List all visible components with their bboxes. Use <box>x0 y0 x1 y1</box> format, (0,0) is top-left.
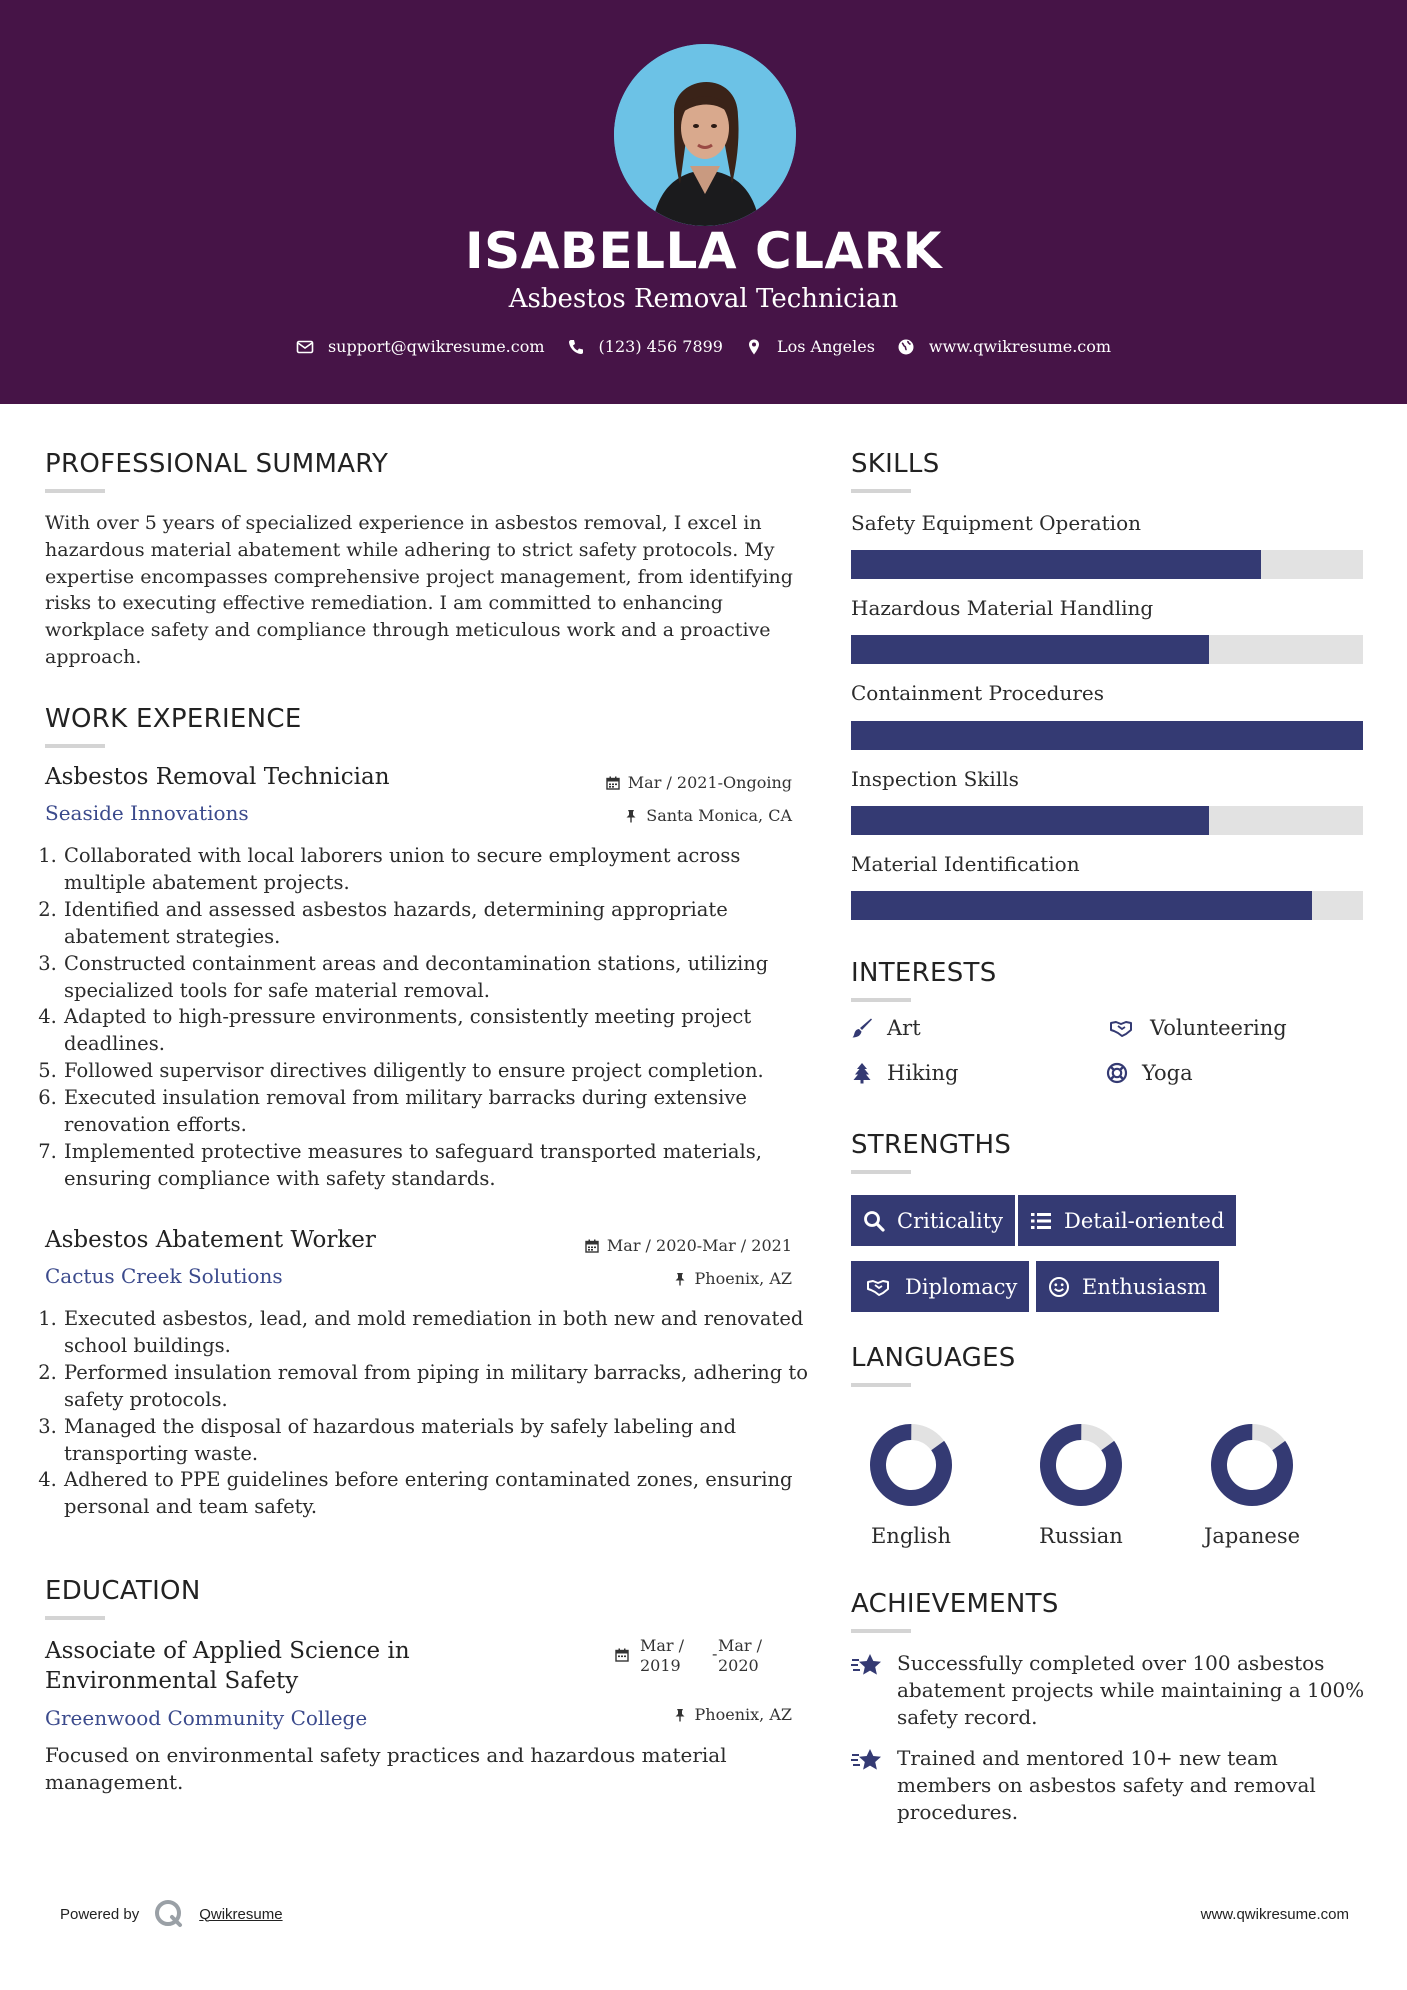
strength-label: Criticality <box>897 1208 1003 1233</box>
skills-heading: SKILLS <box>851 449 940 479</box>
language-donut <box>866 1420 956 1510</box>
language-label: Japanese <box>1203 1524 1301 1548</box>
job-bullets <box>45 843 815 1193</box>
language-donut <box>1036 1420 1126 1510</box>
skill-label: Containment Procedures <box>851 681 1104 705</box>
skill-bar <box>851 550 1363 579</box>
interest-label: Yoga <box>1142 1061 1193 1085</box>
summary-heading: PROFESSIONAL SUMMARY <box>45 449 389 479</box>
list-item: 5. Followed supervisor directives diligently to ensure project completion. <box>63 1058 815 1085</box>
list-icon <box>1030 1210 1052 1232</box>
language-item <box>1016 1420 1146 1548</box>
language-label: Russian <box>1039 1524 1123 1548</box>
strengths-heading: STRENGTHS <box>851 1130 1012 1160</box>
languages-heading-rule <box>851 1383 911 1387</box>
strength-chip <box>851 1261 1029 1312</box>
education-heading-rule <box>45 1616 105 1620</box>
pushpin-icon <box>673 1708 687 1722</box>
education-heading: EDUCATION <box>45 1576 201 1606</box>
interest-label: Hiking <box>887 1061 959 1085</box>
handshake-icon <box>1106 1017 1136 1039</box>
languages-heading: LANGUAGES <box>851 1343 1016 1373</box>
skills-heading-rule <box>851 489 911 493</box>
interest-label: Volunteering <box>1150 1016 1287 1040</box>
list-item: 1. Collaborated with local laborers union to secure employment across multiple abatement projects. <box>63 843 815 897</box>
paintbrush-icon <box>851 1017 873 1039</box>
interest-item <box>851 1061 958 1085</box>
powered-by-text: Powered by <box>60 1905 140 1923</box>
edu-date-dash: - <box>712 1644 718 1663</box>
skill-bar-fill <box>851 635 1209 664</box>
skill-label: Hazardous Material Handling <box>851 596 1154 620</box>
footer-powered-by <box>60 1898 283 1930</box>
edu-start-year: 2019 <box>640 1656 681 1675</box>
footer-website[interactable]: www.qwikresume.com <box>1200 1906 1349 1923</box>
list-item: 6. Executed insulation removal from military barracks during extensive renovation efforts. <box>63 1085 815 1139</box>
star-icon <box>851 1747 883 1775</box>
location-text: Los Angeles <box>776 337 875 356</box>
education-location <box>673 1705 792 1724</box>
job-location <box>673 1269 792 1288</box>
profile-photo <box>614 44 796 226</box>
skill-bar <box>851 635 1363 664</box>
globe-icon <box>897 338 915 356</box>
skill-bar-fill <box>851 806 1209 835</box>
achievements-heading: ACHIEVEMENTS <box>851 1589 1059 1619</box>
list-item: 2. Performed insulation removal from piping in military barracks, adhering to safety protocols. <box>63 1360 815 1414</box>
achievements-heading-rule <box>851 1629 911 1633</box>
summary-heading-rule <box>45 489 105 493</box>
calendar-icon <box>615 1648 629 1662</box>
tree-icon <box>851 1062 873 1084</box>
strength-label: Detail-oriented <box>1064 1208 1225 1233</box>
edu-start-month: Mar / <box>640 1636 685 1655</box>
contact-bar <box>0 337 1407 356</box>
calendar-icon <box>585 1239 599 1253</box>
company-name: Cactus Creek Solutions <box>45 1264 283 1288</box>
handshake-icon <box>863 1276 893 1298</box>
experience-heading: WORK EXPERIENCE <box>45 704 302 734</box>
donut-arc <box>866 1420 956 1510</box>
edu-end-year: 2020 <box>718 1656 759 1675</box>
strength-label: Enthusiasm <box>1082 1274 1208 1299</box>
summary-text: With over 5 years of specialized experience in asbestos removal, I excel in hazardous material abatement while adhering to strict safety protocols. My expertise encompasses comprehensive project management, from identifying risks to executing effective remediation. I am committed to enhancing workplace safety and compliance through meticulous work and a proactive approach. <box>45 512 793 668</box>
email-text: support@qwikresume.com <box>327 337 545 356</box>
school-name: Greenwood Community College <box>45 1706 368 1730</box>
lifering-icon <box>1106 1062 1128 1084</box>
portrait-image <box>614 44 796 226</box>
phone-icon <box>567 338 585 356</box>
map-pin-icon <box>745 338 763 356</box>
skill-label: Inspection Skills <box>851 767 1019 791</box>
job-dates <box>606 773 792 792</box>
job-dates-text: Mar / 2020-Mar / 2021 <box>606 1236 792 1255</box>
skill-label: Safety Equipment Operation <box>851 511 1141 535</box>
website-text: www.qwikresume.com <box>928 337 1112 356</box>
language-label: English <box>870 1524 952 1548</box>
job-location-text: Santa Monica, CA <box>646 806 792 825</box>
pushpin-icon <box>624 809 638 823</box>
job-title: Asbestos Removal Technician <box>45 764 390 790</box>
company-name: Seaside Innovations <box>45 801 249 825</box>
skill-bar <box>851 891 1363 920</box>
resume-header <box>0 0 1407 404</box>
strength-chip <box>1036 1261 1219 1312</box>
donut-arc <box>1036 1420 1126 1510</box>
list-item: 7. Implemented protective measures to safeguard transported materials, ensuring compliance with safety standards. <box>63 1139 815 1193</box>
star-icon <box>851 1652 883 1680</box>
list-item: 3. Constructed containment areas and decontamination stations, utilizing specialized tools for safe material removal. <box>63 951 815 1005</box>
interest-item <box>851 1016 921 1040</box>
strengths-heading-rule <box>851 1170 911 1174</box>
achievement-item <box>851 1650 1371 1730</box>
qwikresume-link[interactable]: Qwikresume <box>199 1905 283 1923</box>
edu-end-month: Mar / <box>718 1636 763 1655</box>
job-title: Asbestos Abatement Worker <box>45 1227 376 1253</box>
envelope-icon <box>296 338 314 356</box>
achievement-item <box>851 1745 1371 1825</box>
strength-chip <box>851 1195 1015 1246</box>
education-location-text: Phoenix, AZ <box>694 1705 792 1724</box>
pushpin-icon <box>673 1272 687 1286</box>
skill-bar <box>851 806 1363 835</box>
interests-heading-rule <box>851 998 911 1002</box>
calendar-icon <box>606 776 620 790</box>
job-bullets <box>45 1306 815 1521</box>
education-description: Focused on environmental safety practices and hazardous material management. <box>45 1743 727 1794</box>
candidate-title: Asbestos Removal Technician <box>508 284 899 314</box>
contact-website[interactable] <box>897 337 1111 356</box>
education-dates <box>615 1636 775 1680</box>
achievement-text: Successfully completed over 100 asbestos abatement projects while maintaining a 100% safety record. <box>897 1651 1365 1729</box>
skill-bar-fill <box>851 891 1312 920</box>
interests-heading: INTERESTS <box>851 958 997 988</box>
strength-label: Diplomacy <box>905 1274 1018 1299</box>
list-item: 1. Executed asbestos, lead, and mold remediation in both new and renovated school buildings. <box>63 1306 815 1360</box>
job-location <box>624 806 792 825</box>
list-item: 3. Managed the disposal of hazardous materials by safely labeling and transporting waste. <box>63 1414 815 1468</box>
phone-text: (123) 456 7899 <box>598 337 723 356</box>
skill-bar-fill <box>851 721 1363 750</box>
search-icon <box>863 1210 885 1232</box>
skill-bar <box>851 721 1363 750</box>
donut-arc <box>1207 1420 1297 1510</box>
list-item: 2. Identified and assessed asbestos hazards, determining appropriate abatement strategies. <box>63 897 815 951</box>
skill-label: Material Identification <box>851 852 1080 876</box>
list-item: 4. Adapted to high-pressure environments, consistently meeting project deadlines. <box>63 1004 815 1058</box>
smile-icon <box>1048 1276 1070 1298</box>
contact-phone[interactable] <box>567 337 723 356</box>
language-donut <box>1207 1420 1297 1510</box>
job-dates <box>585 1236 792 1255</box>
job-dates-text: Mar / 2021-Ongoing <box>627 773 792 792</box>
qwikresume-logo-icon <box>153 1898 185 1930</box>
job-location-text: Phoenix, AZ <box>694 1269 792 1288</box>
interest-item <box>1106 1016 1287 1040</box>
list-item: 4. Adhered to PPE guidelines before entering contaminated zones, ensuring personal and team safety. <box>63 1467 815 1521</box>
skill-bar-fill <box>851 550 1261 579</box>
interest-item <box>1106 1061 1193 1085</box>
interest-label: Art <box>887 1016 921 1040</box>
degree-title: Associate of Applied Science in Environmental Safety <box>45 1638 410 1694</box>
strength-chip <box>1018 1195 1236 1246</box>
experience-heading-rule <box>45 744 105 748</box>
language-item <box>1187 1420 1317 1548</box>
achievement-text: Trained and mentored 10+ new team members on asbestos safety and removal procedures. <box>897 1746 1316 1824</box>
contact-email[interactable] <box>296 337 545 356</box>
language-item <box>846 1420 976 1548</box>
contact-location <box>745 337 875 356</box>
candidate-name: ISABELLA CLARK <box>465 222 942 280</box>
